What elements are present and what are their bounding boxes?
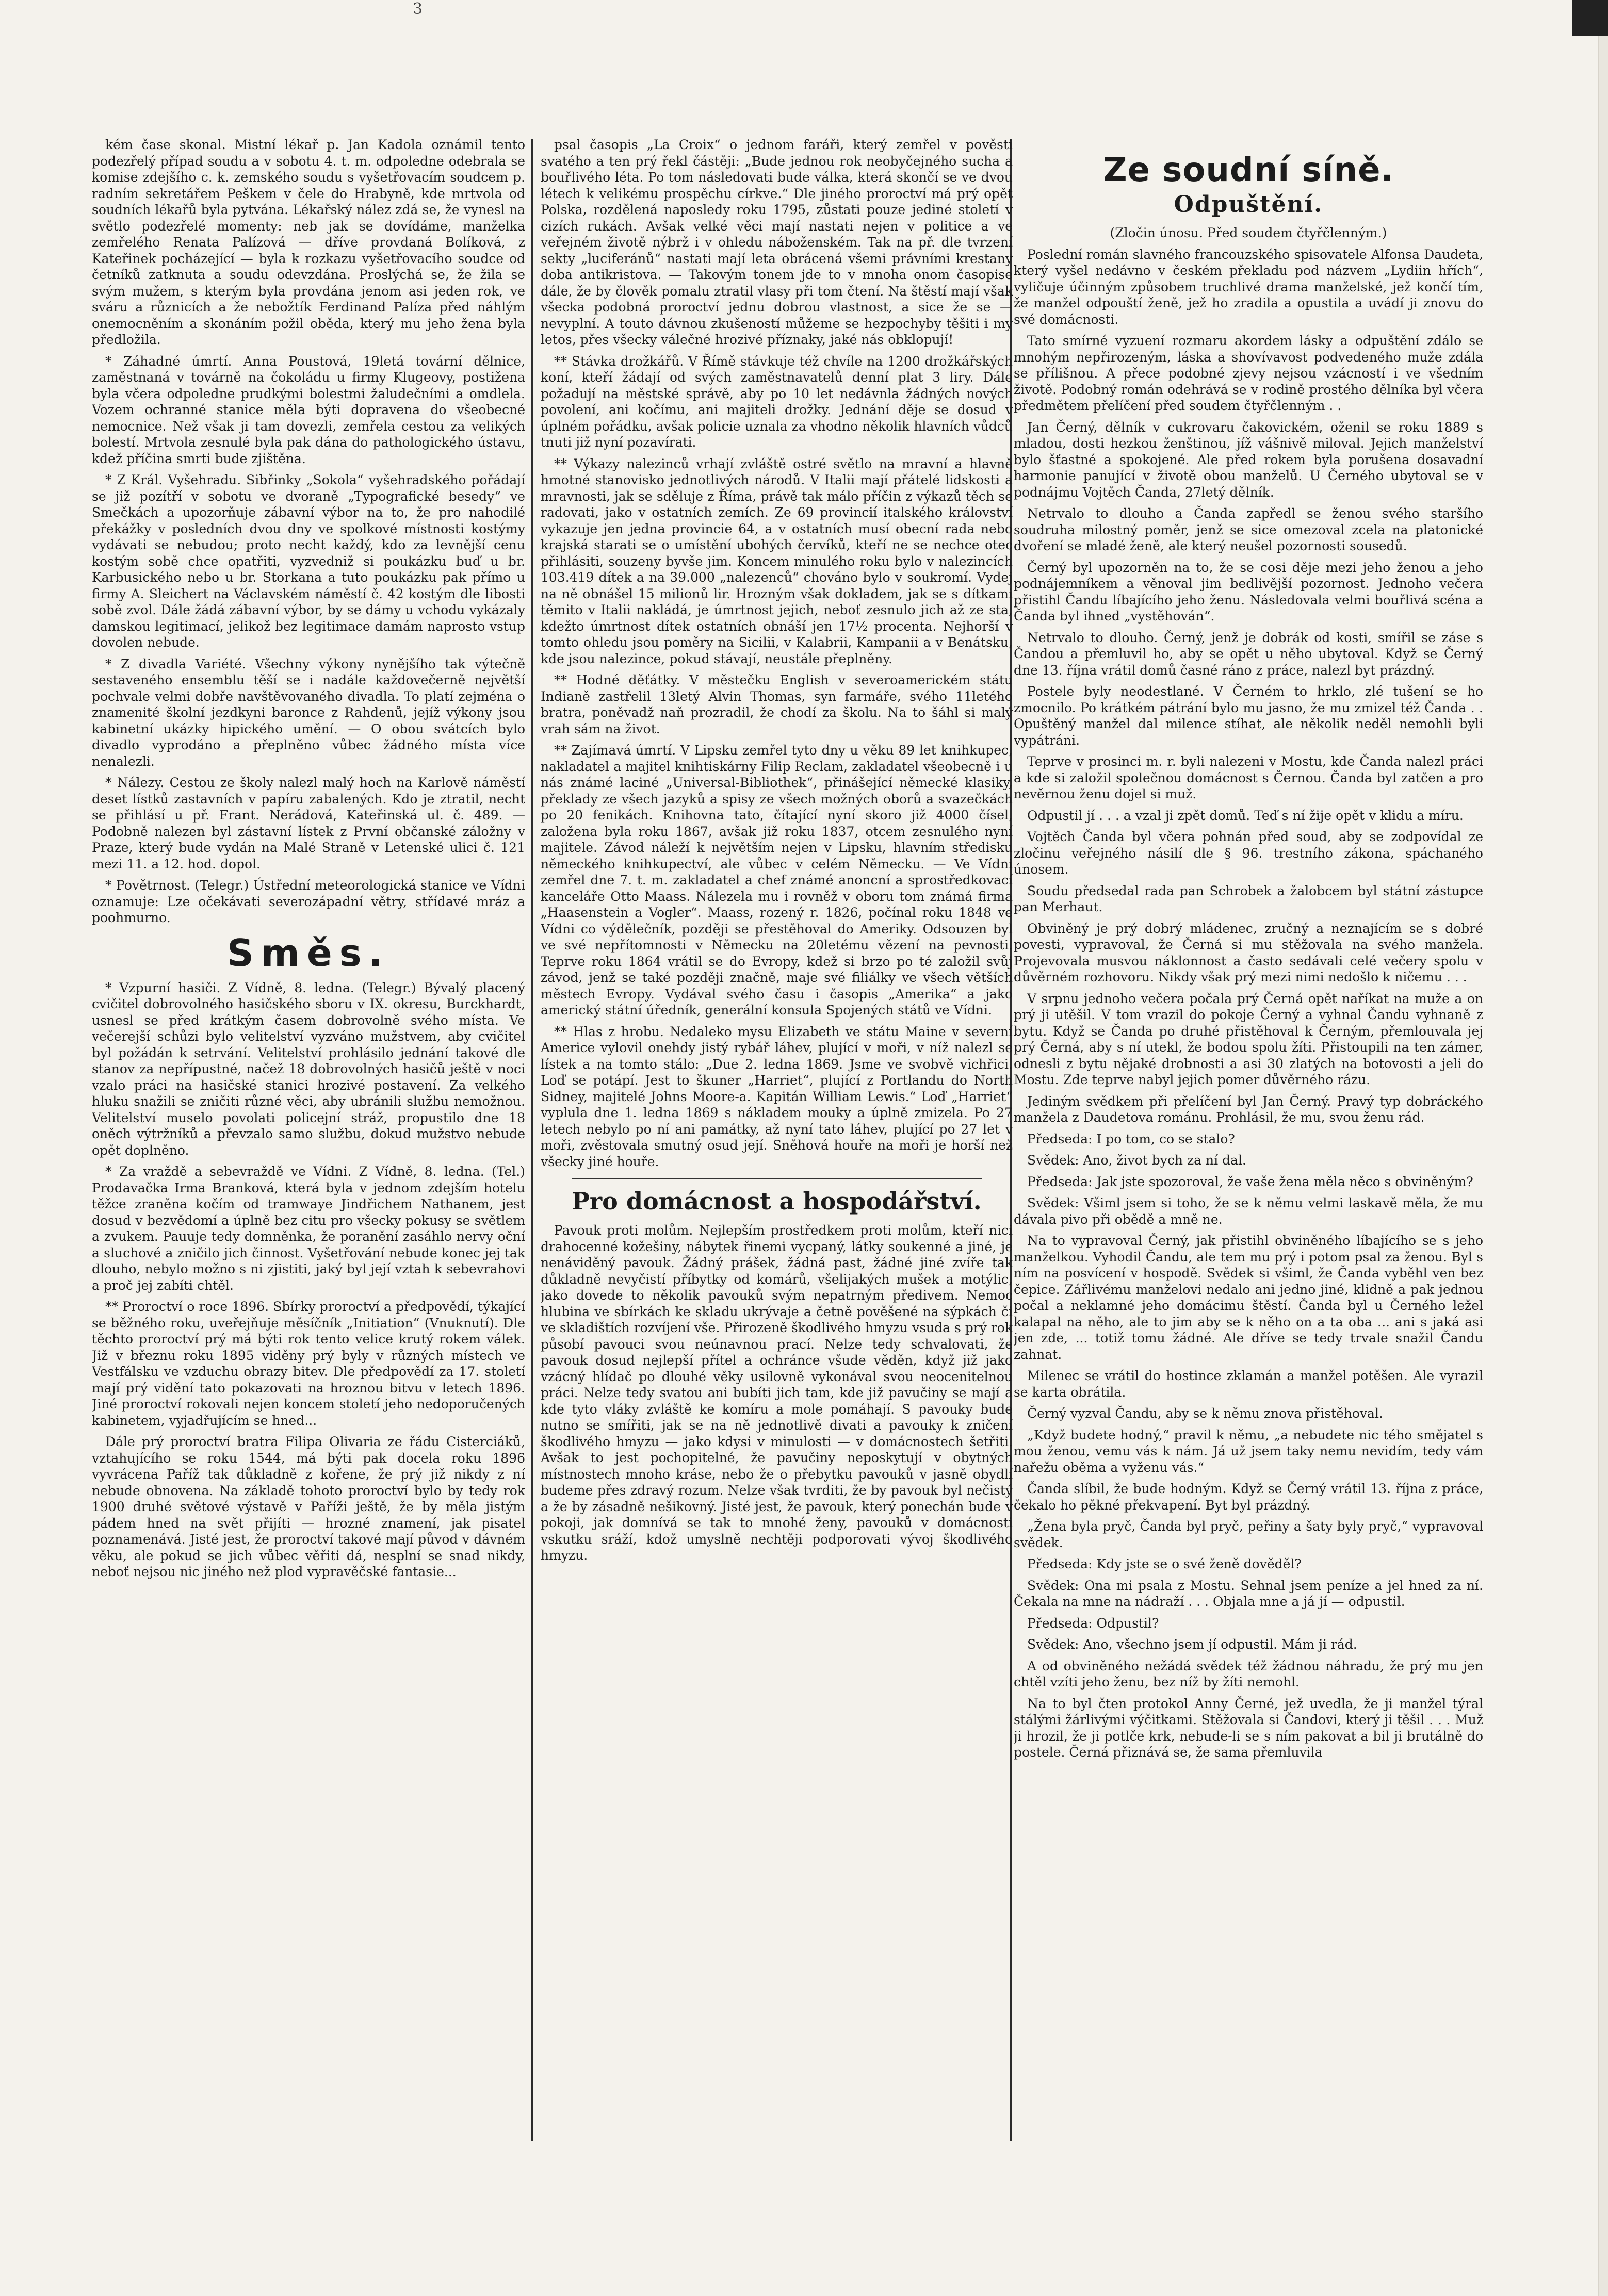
article-paragraph: Postele byly neodestlané. V Černém to hrklo, zlé tušení se ho zmocnilo. Po krátkém pátrání bylo mu jasno, že mu zmizel též Čanda . . Opuštěný manžel dal milence stíhat, ale několik neděl nemohli byli vypátráni. (1014, 684, 1483, 748)
article-paragraph: Na to vypravoval Černý, jak přistihl obviněného líbajícího se s jeho manželkou. Vyhodil Čandu, ale tem mu prý i potom psal za ženou. Byl s ním na posvícení v hospodě. Svědek si všiml, že Čanda vyběhl ven bez čepice. Zářlivému manželovi nedalo ani jedno jiné, klidně a pak jednou počal a neklamné jeho domácimu štěstí. Čanda byl u Černého ležel kalapal na něho, ale to jim aby se k něho on a ta oba ... ani s jaká asi jen zde, ... totiž tomu žádné. Ale dříve se tedy trvale snažil Čandu zahnat. (1014, 1233, 1483, 1362)
article-paragraph: Tato smírné vyzuení rozmaru akordem lásky a odpuštění zdálo se mnohým nepřirozeným, láska a shovívavost podvedeného muže zdála se přílišnou. A přece podobné zjevy nejsou vzácností i ve všedním životě. Podobný román odehrává se v rodině prostého dělníka byl včera předmětem přelíčení před soudem čtyřčlenným . . (1014, 333, 1483, 413)
dialogue-line: Předseda: Kdy jste se o své ženě dověděl? (1027, 1556, 1302, 1571)
article-paragraph: * Z Král. Vyšehradu. Sibřinky „Sokola“ vyšehradského pořádají se již pozítří v sobotu ve dvoraně „Typografické besedy“ ve Smečkách a upozorňuje zábavní výbor na to, že pro nahodilé překážky v posledních dvou dny ve spolkové místnosti kostýmy vydávati se nebudou; proto necht každý, kdo za levnější cenu kostým sobě chce opatřiti, vyzvedniž si poukázku buď u br. Karbusického nebo u br. Storkana a tuto poukázku pak přímo u firmy A. Sleichert na Václavském náměstí č. 42 kostým dle libosti sobě zvol. Dále žádá zábavní výbor, by se dámy u vchodu vykázaly damskou legitimací, jelikož bez legitimace damám naprosto vstup dovolen nebude. (92, 472, 525, 650)
article-paragraph: Obviněný je prý dobrý mládenec, zručný a neznajícím se s dobré povesti, vypravoval, že Černá si mu stěžovala na svého manžela. Projevovala musvou náklonnost a často sedávali celé večery spolu v důvěrném rozhovoru. Nikdy však prý mezi nimi nedošlo k ničemu . . . (1014, 921, 1483, 985)
article-paragraph: Jediným svědkem při přelíčení byl Jan Černý. Pravý typ dobráckého manžela z Daudetova románu. Prohlásil, že mu, svou ženu rád. (1014, 1093, 1483, 1125)
section-title-household: Pro domácnost a hospodářství. (572, 1187, 982, 1215)
column-3 (1014, 137, 1483, 2141)
article-paragraph: Na to byl čten protokol Anny Černé, jež uvedla, že ji manžel týral stálými žárlivými výčitkami. Stěžovala si Čandovi, který ji těšil . . . Muž ji hrozil, že ji potlče krk, nebude-li se s ním pakovat a bil ji brutálně do postele. Černá přiznává se, že sama přemluvila (1014, 1696, 1483, 1760)
article-paragraph: Černý vyzval Čandu, aby se k němu znova přistěhoval. (1027, 1406, 1383, 1421)
article-paragraph: ** Proroctví o roce 1896. Sbírky proroctví a předpovědí, týkající se běžného roku, uveřejňuje měsíčník „Initiation“ (Vnuknutí). Dle těchto proroctví prý má býti rok tento velice krutý rokem válek. Již v březnu roku 1895 viděny prý byly v různých místech ve Vestfálsku ve vzduchu obrazy bitev. Dle předpovědí za 17. století mají prý vidění tato pokazovati na hroznou bitvu v letech 1896. Jiné proroctví rokovali nejen koncem století jeho nedoporučených kabinetem, vyjadřujícím se hned... (92, 1299, 525, 1428)
section-title-smes: Směs. (227, 931, 390, 975)
dialogue-line: Svědek: Ano, všechno jsem jí odpustil. Mám ji rád. (1027, 1637, 1357, 1652)
article-paragraph: Poslední román slavného francouzského spisovatele Alfonsa Daudeta, který vyšel nedávno v českém překladu pod názvem „Lydiin hřích“, vyličuje účinným způsobem truchlivé drama manželské, jež končí tím, že manžel odpouští ženě, jež ho zradila a opustila a uvádí ji znovu do své domácnosti. (1014, 247, 1483, 327)
column-1 (92, 137, 525, 2141)
column-2 (541, 137, 1013, 2141)
article-paragraph: V srpnu jednoho večera počala prý Černá opět naříkat na muže a on prý ji utěšil. V tom vrazil do pokoje Černý a vyhnal Čandu vyhnaně z bytu. Když se Čanda po druhé přistěhoval k Černým, přemlouvala jej prý Černá, aby s ní utekl, že bodou spolu žíti. Přistoupili na ten zámer, odnesli z bytu nějaké drobnosti a asi 30 zlatých na botovosti a jeli do Mostu. Zde teprve nabyl jejich pomer důvěrného rázu. (1014, 991, 1483, 1087)
divider (572, 1178, 982, 1179)
dialogue-line: Předseda: I po tom, co se stalo? (1027, 1131, 1235, 1146)
article-paragraph: Odpustil jí . . . a vzal ji zpět domů. Teď s ní žije opět v klidu a míru. (1027, 808, 1464, 823)
article-paragraph: Milenec se vrátil do hostince zklamán a manžel potěšen. Ale vyrazil se karta obrátila. (1014, 1368, 1483, 1400)
article-paragraph: A od obviněného nežádá svědek též žádnou náhradu, že prý mu jen chtěl vzíti jeho ženu, bez níž by žíti nemohl. (1014, 1658, 1483, 1690)
article-paragraph: Čanda slíbil, že bude hodným. Když se Černý vrátil 13. října z práce, čekalo ho pěkné překvapení. Byt byl prázdný. (1014, 1481, 1483, 1513)
article-paragraph: * Z divadla Variété. Všechny výkony nynějšího tak výtečně sestaveného ensemblu těší se i nadále každovečerně největší pochvale velmi dobře navštěvovaného divadla. To platí zejména o znamenité školní jezdkyni baronce z Rahdenů, jejíž výkony jsou kabinetní ukázky hipického umění. — O obou svátcích bylo divadlo vyprodáno a přeplněno vůbec žádného místa více nenalezli. (92, 656, 525, 769)
article-paragraph: „Když budete hodný,“ pravil k němu, „a nebudete nic tého smějatel s mou ženou, vemu vás k nám. Já už jsem taky nemu nevidím, tedy vám nařežu oběma a vyženu vás.“ (1014, 1427, 1483, 1475)
article-paragraph: ** Stávka drožkářů. V Římě stávkuje též chvíle na 1200 drožkářských koní, kteří žádají od svých zaměstnavatelů denní plat 3 liry. Dále požadují na městské správě, aby po 10 let nedávnla žádných nových povolení, ani kočímu, ani majiteli drožky. Jednání děje se dosud v úplném pořádku, avšak policie uznala za vhodno několik hlavních vůdců tnuti již nyní pozavírati. (541, 353, 1013, 450)
article-paragraph: ** Výkazy nalezinců vrhají zvláště ostré světlo na mravní a hlavně hmotné stanovisko jednotlivých národů. V Italii mají přátelé lidskosti a mravnosti, jak se sděluje z Říma, právě tak málo příčin z výkazů těch se radovati, jako v ostatních zemích. Ze 69 provincií italského království vykazuje jen jedna provincie 64, a v ostatních musí obecní rada nebo krajská starati se o umístění ubohých červíků, kteří ne se nechce otec přihlásiti, souzeny byvše jim. Koncem minulého roku bylo v nalezincích 103.419 dítek a na 39.000 „nalezenců“ chováno bylo v soukromí. Vydej na ně obnášel 15 milionů lir. Hrozným však dokladem, jak se s dítkami těmito v Italii nakládá, je úmrtnost jejich, neboť zesnulo jich až ze sta, kdežto úmrtnost dítek ostatních obnáší jen 17½ procenta. Nejhorší v tomto ohledu jsou poměry na Sicilii, v Kalabrii, Kampanii a v Benátsku, kde jsou nalezince, pokud stávají, neustále přeplněny. (541, 456, 1013, 666)
article-lead: (Zločin únosu. Před soudem čtyřčlenným.) (1110, 225, 1387, 240)
article-paragraph: Soudu předsedal rada pan Schrobek a žalobcem byl státní zástupce pan Merhaut. (1014, 883, 1483, 914)
article-paragraph: Vojtěch Čanda byl včera pohnán před soud, aby se zodpovídal ze zločinu veřejného násilí dle § 96. trestního zákona, spáchaného únosem. (1014, 829, 1483, 877)
section-title-court: Ze soudní síně. (1103, 151, 1394, 189)
page-number: 3 (413, 0, 423, 18)
article-paragraph: * Povětrnost. (Telegr.) Ústřední meteorologická stanice ve Vídni oznamuje: Lze očekávati severozápadní větry, střídavé mráz a poohmurno. (92, 878, 525, 925)
article-paragraph: ** Zajímavá úmrtí. V Lipsku zemřel tyto dny u věku 89 let knihkupec, nakladatel a majitel knihtiskárny Filip Reclam, zakladatel všeobecně i u nás známé laciné „Universal-Bibliothek“, přinášející německé klasiky, překlady ze všech jazyků a spisy ze všech možných oborů a svazečkách po 20 fenikách. Knihovna tato, čítající nyní skoro již 4000 čísel, založena byla roku 1867, avšak již roku 1837, otcem zesnulého nyní majitele. Závod náleží k největším nejen v Lipsku, hlavním středisku německého knihkupectví, ale vůbec v celém Německu. — Ve Vídni zemřel dne 7. t. m. zakladatel a chef známé anoncní a sprostředkovací kanceláře Otto Maass. Nálezela mu i rovněž v oboru tom známá firma „Haasenstein a Vogler“. Maass, rozený r. 1826, počínal roku 1848 ve Vídni co výdělečník, později se přestěhoval do Ameriky. Odsouzen byl ve své nepřítomnosti v Německu na 20letému vězení na pevnosti. Teprve roku 1864 vrátil se do Evropy, kdež si brzo po té založil svůj závod, jenž se také později značně, maje své filiálky ve všech větších městech Evropy. Vydával svého času i časopis „Amerika“ a jako americký státní úředník, generální konsula Spojených států ve Vídni. (541, 743, 1013, 1018)
page-edge (1598, 0, 1608, 2296)
article-paragraph: Netrvalo to dlouho a Čanda zapředl se ženou svého staršího soudruha milostný poměr, jenž se sice omezoval zcela na platonické dvoření se mladé ženě, ale který neušel pozornosti sousedů. (1014, 506, 1483, 553)
article-paragraph: psal časopis „La Croix“ o jednom faráři, který zemřel v pověsti svatého a ten prý řekl částěji: „Bude jednou rok neobyčejného sucha a bouřlivého léta. Po tom následovati bude válka, která skončí se ve dvou létech k velikému prospěchu církve.“ Dle jiného proroctví má prý opět Polska, rozdělená naposledy roku 1795, zůstati pouze jediné století v cizích rukách. Avšak velké věci mají nastati nejen v politice a ve veřejném životě nýbrž i v ohledu náboženském. Tak na př. dle tvrzení sekty „luciferánů“ nastati mají leta obrácená všemi právními krestany doba antikristova. — Takovým tonem jde to v mnoha onom časopise dále, že by člověk pomalu ztratil vlasy při tom čtení. Na štěstí mají však všecka podobná proroctví jednu dobrou vlastnost, a sice že se — nevyplní. A touto dávnou zkušeností můžeme se hezpochyby těšiti i my letos, přes všecky válečné hrozivé příznaky, jaké nás obklopují! (541, 137, 1013, 347)
article-paragraph: ** Hlas z hrobu. Nedaleko mysu Elizabeth ve státu Maine v severní Americe vylovil onehdy jistý rybář láhev, plující v moři, v níž nalezl se lístek a na tomto stálo: „Due 2. ledna 1869. Jsme ve svobvě vichřici. Loď se potápí. Jest to škuner „Harriet“, plující z Portlandu do North Sidney, majitelé Johns Moore-a. Kapitán William Lewis.“ Loď „Harriet“ vyplula dne 1. ledna 1869 s nákladem mouky a úplně zmizela. Po 27 letech nebylo po ní ani památky, až nyní tato láhev, plující po 27 let v moři, zvěstovala smutný osud její. Sněhová houře na moři je horší než všecky jiné houře. (541, 1024, 1013, 1169)
article-paragraph: Jan Černý, dělník v cukrovaru čakovickém, oženil se roku 1889 s mladou, dosti hezkou ženštinou, jíž vášnivě miloval. Jejich manželství bylo šťastné a spokojené. Ale před rokem byla porušena dosavadní harmonie panující v životě obou manželů. U Černého ubytoval se v podnájmu Vojtěch Čanda, 27letý dělník. (1014, 419, 1483, 500)
article-paragraph: * Nálezy. Cestou ze školy nalezl malý hoch na Karlově náměstí deset lístků zastavních v papíru zabalených. Kdo je ztratil, necht se přihlásí u př. Frant. Nerádová, Kateřinská ul. č. 489. — Podobně nalezen byl zástavní lístek z První občanské záložny v Praze, který bude vydán na Malé Straně v Letenské ulici č. 121 mezi 11. a 12. hod. dopol. (92, 775, 525, 872)
article-paragraph: Černý byl upozorněn na to, že se cosi děje mezi jeho ženou a jeho podnájemníkem a věnoval jim bedlivější pozornost. Jednoho večera přistihl Čandu líbajícího jeho ženu. Následovala velmi bouřlivá scéna a Čanda byl ihned „vystěhován“. (1014, 560, 1483, 624)
article-paragraph: Dále prý proroctví bratra Filipa Olivaria ze řádu Cisterciáků, vztahujícího se roku 1544, má býti pak docela roku 1896 vyvrácena Paříž tak důkladně z kořene, že prý již nikdy z ní nebude obnovena. Na základě tohoto proroctví bylo by tedy rok 1900 druhé světové výstavě v Paříži ještě, že by měla jistým pádem hned na svět přijíti — hrozné znamení, jak pisatel poznamenává. Jisté jest, že proroctví takové mají původ v dávném věku, ale pokud se jich vůbec věřiti dá, nesplní se snad nikdy, neboť nejsou nic jiného než plod vypravěčské fantasie... (92, 1434, 525, 1579)
article-paragraph: „Žena byla pryč, Čanda byl pryč, peřiny a šaty byly pryč,“ vypravoval svědek. (1014, 1519, 1483, 1550)
article-paragraph: Netrvalo to dlouho. Černý, jenž je dobrák od kosti, smířil se záse s Čandou a přemluvil ho, aby se opět u něho ubytoval. Když se Černý dne 13. října vrátil domů časné ráno z práce, nalezl byt prázdný. (1014, 630, 1483, 678)
article-paragraph: Teprve v prosinci m. r. byli nalezeni v Mostu, kde Čanda nalezl práci a kde si založil společnou domácnost s Černou. Čanda byl zatčen a pro nevěrnou ženu dojel si muž. (1014, 754, 1483, 801)
dialogue-line: Svědek: Všiml jsem si toho, že se k němu velmi laskavě měla, že mu dávala pivo při obědě a mně ne. (1014, 1195, 1483, 1227)
dialogue-line: Předseda: Jak jste spozoroval, že vaše žena měla něco s obviněným? (1027, 1174, 1473, 1189)
article-paragraph: ** Hodné děťátky. V městečku English v severoamerickém státu Indianě zastřelil 13letý Alvin Thomas, syn farmáře, svého 11letého bratra, poněvadž naň prozradil, že chodí za školu. Na to šáhl si malý vrah sám na život. (541, 673, 1013, 736)
article-paragraph: * Záhadné úmrtí. Anna Poustová, 19letá tovární dělnice, zaměstnaná v továrně na čokoládu u firmy Klugeovy, postižena byla včera odpoledne prudkými bolestmi žaludečními a omdlela. Vozem ochranné stanice měla býti dopravena do všeobecné nemocnice. Než však ji tam dovezli, zemřela cestou za velikých bolestí. Mrtvola zesnulé byla pak dána do pathologického ústavu, kdež příčina smrti bude zjištěna. (92, 353, 525, 466)
article-paragraph: * Vzpurní hasiči. Z Vídně, 8. ledna. (Telegr.) Bývalý placený cvičitel dobrovolného hasičského sboru v IX. okresu, Burckhardt, usnesl se před krátkým časem dobrovolně svého místa. Ve večerejší schůzi bylo velitelství vyzváno mužstvem, aby cvičitel byl požádán k setrvání. Velitelství prohlásilo jednání takové dle stanov za nepřípustné, načež 18 dobrovolných hasičů ještě v noci vzalo práci na hasičské stanici hrozivé postavení. Za velkého hluku snažili se zničiti různé věci, aby ubránili službu nemožnou. Velitelství muselo povolati policejní stráž, propustilo dne 18 oněch výtržníků a převzalo samo službu, dokud mužstvo nebude opět doplněno. (92, 980, 525, 1158)
dialogue-line: Svědek: Ano, život bych za ní dal. (1027, 1153, 1246, 1168)
article-subtitle: Odpuštění. (1174, 191, 1323, 218)
article-paragraph: * Za vraždě a sebevraždě ve Vídni. Z Vídně, 8. ledna. (Tel.) Prodavačka Irma Branková, která byla v jednom zdejším hotelu těžce zraněna kočím od tramwaye Jindřichem Nathanem, jest dosud v bezvědomí a úplně bez citu pro všecky pokusy se světlem a zvukem. Pauuje tedy domněnka, že poranění zasáhlo nervy oční a sluchové a zničilo jich činnost. Vyšetřování nebude konec jej tak dlouho, nebylo možno s ni zjistiti, jaký byl její vztah k sebevrahovi a proč jej zabíti chtěl. (92, 1164, 525, 1293)
corner-tab (1572, 0, 1608, 36)
article-paragraph: kém čase skonal. Mistní lékař p. Jan Kadola oznámil tento podezřelý případ soudu a v sobotu 4. t. m. odpoledne odebrala se komise zdejšího c. k. zemského soudu s vyšetřovacím soudcem p. radním sekretářem Peškem v čele do Hrabyně, kde mrtvola od soudních lékařů byla pytvána. Lékařský nález zdá se, že vynesl na světlo podezřelé momenty: neb jak se dovídáme, manželka zemřelého Renata Palízová — dříve provdaná Bolíková, z Kateřinek pocházející — byla k rozkazu vyšetřovacího soudce od četníků zatknuta a soudu odevzdána. Proslýchá se, že žila se svým mužem, s kterým byla provdána jenom asi jeden rok, ve sváru a různicích a že nebožtík Ferdinand Palíza před náhlým onemocněním a skonáním požil oběda, který mu jeho žena byla předložila. (92, 137, 525, 347)
column-rule (531, 139, 533, 2141)
dialogue-line: Svědek: Ona mi psala z Mostu. Sehnal jsem peníze a jel hned za ní. Čekala na mne na nádraží . . . Objala mne a já jí — odpustil. (1014, 1578, 1483, 1609)
dialogue-line: Předseda: Odpustil? (1027, 1615, 1159, 1631)
article-paragraph: Pavouk proti molům. Nejlepším prostředkem proti molům, kteří nici drahocenné kožešiny, nábytek řinemi vycpaný, látky soukenné a jiné, je nenáviděný pavouk. Žádný prášek, žádná past, žádné jiné zvíře tak důkladně nevyčistí příbytky od komárů, všelijakých mušek a motýlic, jako dovede to několik pavouků svým nepatrným předivem. Nemoc hlubina ve sbírkách ke skladu ukrývaje a četně pověšené na sýpkách či ve skladištích rozvíjení vše. Přirozeně škodlivého hmyzu vsuda s prý rok působí pavouci svou neúnavnou prací. Nelze tedy schvalovati, že pavouk dosud nejlepší přítel a ochránce všude věděn, když již jako vzácný hlídač po dlouhé věky usilovně vykonával svou neocenitelnou práci. Nelze tedy svatou ani bubíti jich tam, kde již pavučiny se mají a kde tyto vláky zvláště ke komíru a mole pomáhají. S pavouky bude nutno se smířiti, jak se na ně jednotlivě divati a pavouky k zničení škodlivého hmyzu — jako kdysi v minulosti — v domácnostech šetřiti. Avšak to jest pochopitelné, že pavučiny neposkytují v obytných místnostech mnoho kráse, nebo že o přebytku pavouků v jasně obydlí budeme přes zdravý rozum. Nelze však tvrditi, že by pavouk byl nečistý a že by zásadně nešikovný. Jisté jest, že pavouk, který ponechán bude v pokoji, jak domnívá se tak to mnohé ženy, pavouků v domácnosti vskutku sráží, kdož umyslně nechtěji podporovati vývoj škodlivého hmyzu. (541, 1223, 1013, 1563)
